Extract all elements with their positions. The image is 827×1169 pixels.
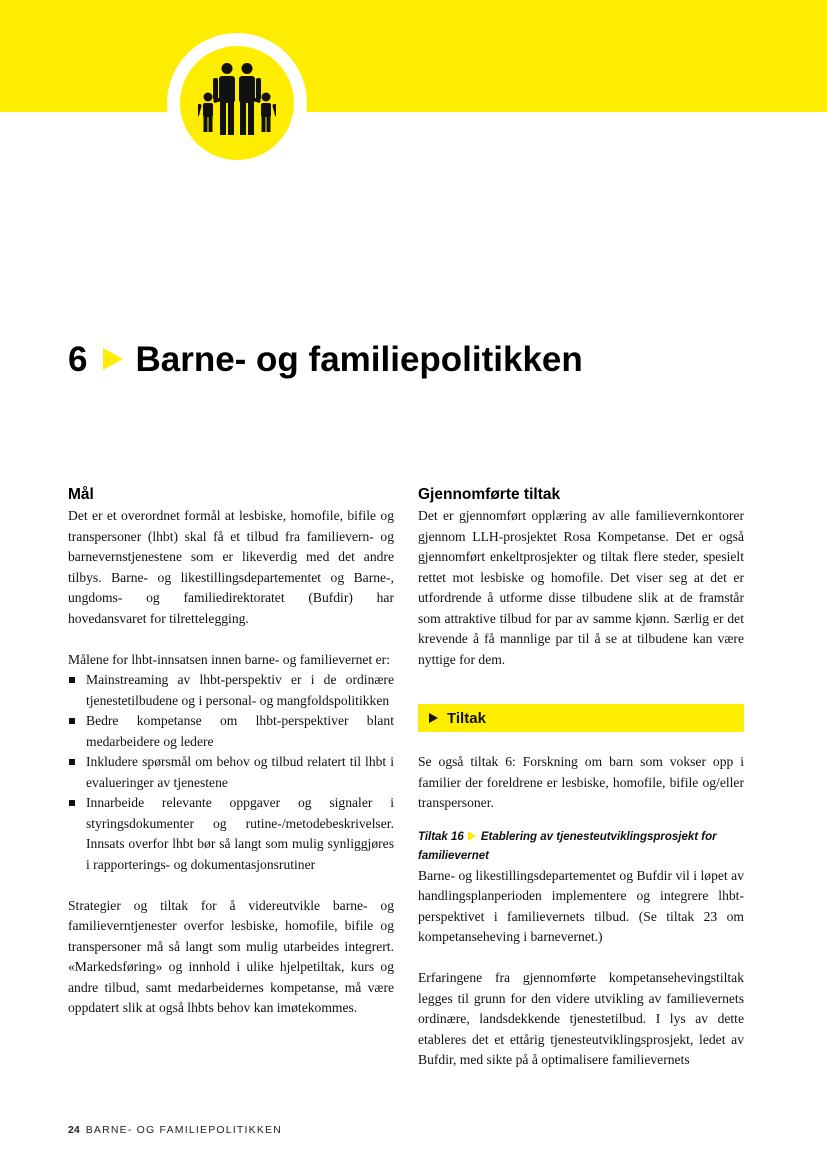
family-icon bbox=[198, 62, 276, 136]
left-column bbox=[68, 484, 394, 1019]
bullet-icon bbox=[69, 718, 75, 724]
tiltak-banner bbox=[418, 704, 744, 732]
paragraph: Målene for lhbt-innsatsen innen barne- og familievernet er: bbox=[68, 651, 390, 667]
goal-list bbox=[68, 670, 394, 875]
page-number: 24 bbox=[68, 1124, 80, 1136]
list-item: Inkludere spørsmål om behov og tilbud relatert til lhbt i evalueringer av tjenestene bbox=[68, 752, 394, 793]
bullet-icon bbox=[69, 759, 75, 765]
header-band bbox=[0, 0, 827, 112]
running-title: BARNE- OG FAMILIEPOLITIKKEN bbox=[85, 1124, 283, 1136]
paragraph: Erfaringene fra gjennomførte kompetansehevingstiltak legges til grunn for den videre utvikling av familievernets ordinære, landsdekkende tjenestetilbud. I lys av dette etableres det et ettårig tjenesteutviklingsprosjekt, ledet av Bufdir, med sikte på å optimalisere familievernets bbox=[418, 970, 744, 1067]
bullet-icon bbox=[69, 677, 75, 683]
tiltak-number: Tiltak 16 bbox=[418, 830, 464, 843]
paragraph: Det er gjennomført opplæring av alle familievernkontorer gjennom LLH-prosjektet Rosa Kompetanse. Det er også gjennomført enkeltprosjekter og tiltak flere steder, spesielt rettet mot lesbiske og homofile. Det viser seg at det er utfordrende å utforme disse tilbudene slik at de framstår som attraktive tilbud for par av samme kjønn. Særlig er det krevende å få mannlige par til å se at tilbudene kan være nyttige for dem. bbox=[418, 508, 744, 667]
play-arrow-icon bbox=[103, 348, 123, 370]
paragraph: Strategier og tiltak for å videreutvikle barne- og familieverntjenester overfor lesbiske, homofile, bifile og transpersoner må så langt som mulig utarbeides integrert. «Markedsføring» og innhold i ulike hjelpetiltak, kurs og andre tilbud, samt medarbeidernes kompetanse, må være oppdatert slik at også lhbts behov kan imøtekommes. bbox=[68, 897, 394, 1015]
section-heading-goal: Mål bbox=[68, 486, 94, 503]
chapter-number: 6 bbox=[68, 340, 88, 379]
paragraph: Det er et overordnet formål at lesbiske, homofile, bifile og transpersoner (lhbt) skal få et tilbud fra familievern- og barnevernstjenestene som er likeverdig med det andre tilbys. Barne- og likestillingsdepartementet og Barne-, ungdoms- og familiedirektoratet (Bufdir) har hovedansvaret for tilrettelegging. bbox=[68, 508, 394, 626]
list-item: Bedre kompetanse om lhbt-perspektiver blant medarbeidere og ledere bbox=[68, 711, 394, 752]
right-column bbox=[418, 484, 744, 1071]
paragraph: Barne- og likestillingsdepartementet og Bufdir vil i løpet av handlingsplanperioden implementere og integrere lhbt-perspektivet i familievernets tilbud. (Se tiltak 23 om kompetanseheving i barnevernet.) bbox=[418, 867, 744, 944]
play-arrow-icon bbox=[468, 831, 476, 841]
tiltak-banner-label: Tiltak bbox=[447, 709, 486, 727]
page-footer bbox=[68, 1124, 282, 1136]
tiltak-16-heading bbox=[418, 828, 744, 866]
bullet-icon bbox=[69, 800, 75, 806]
tiltak-title: Etablering av tjenesteutviklingsprosjekt for familievernet bbox=[418, 830, 717, 862]
paragraph: Se også tiltak 6: Forskning om barn som vokser opp i familier der foreldrene er lesbiske, homofile, bifile og/eller transpersoner. bbox=[418, 754, 744, 810]
chapter-title bbox=[68, 338, 583, 382]
list-item: Mainstreaming av lhbt-perspektiv er i de ordinære tjenestetilbudene og i personal- og mangfoldspolitikken bbox=[68, 670, 394, 711]
play-arrow-icon bbox=[429, 713, 438, 723]
section-heading-completed: Gjennomførte tiltak bbox=[418, 486, 561, 503]
list-item: Innarbeide relevante oppgaver og signaler i styringsdokumenter og rutine-/metodebeskrivelser. Innsats overfor lhbt bør så langt som mulig synliggjøres i rapporterings- og dokumentasjonsrutiner bbox=[68, 793, 394, 875]
chapter-title-text: Barne- og familiepolitikken bbox=[135, 340, 583, 379]
